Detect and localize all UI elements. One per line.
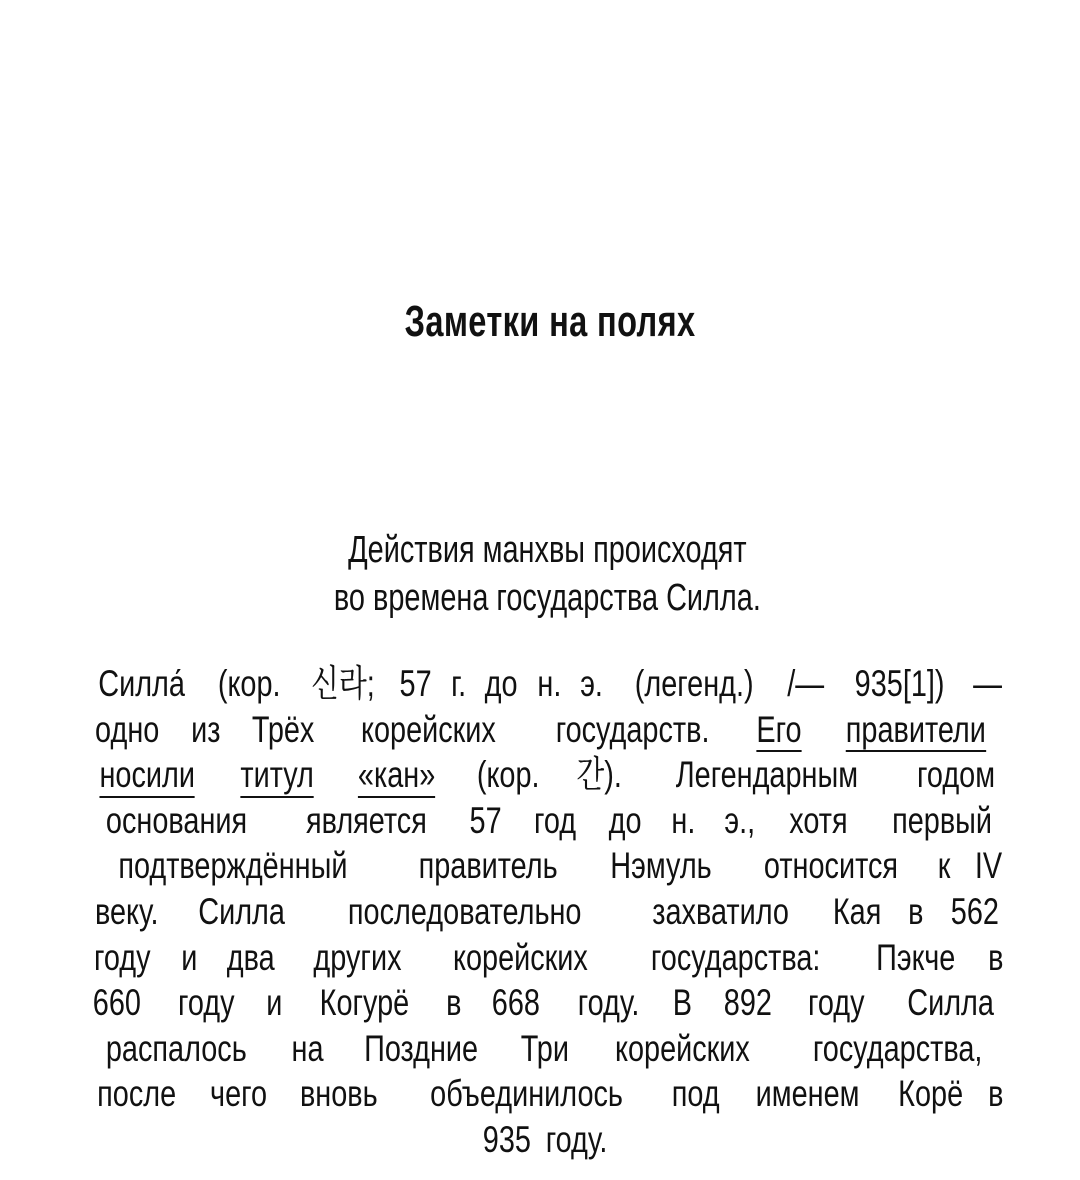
article-word: в [445,982,462,1024]
article-word: первый [891,799,992,841]
article-word: Его [756,707,801,753]
article-line [86,843,1006,889]
article-word: под [671,1073,720,1115]
article-word: н. [671,799,696,841]
article-word: после [97,1073,177,1115]
article-word: Поздние [363,1027,478,1069]
article-word: в [988,1073,1004,1115]
article-word: основания [105,799,248,841]
article-word: является [305,799,427,841]
article-word: на [291,1027,324,1069]
page-title: Заметки на полях [404,297,696,346]
article-word: Силла [197,890,285,932]
article-word: распалось [105,1027,247,1069]
article-word: Легендарным [675,754,859,796]
article-word: объединилось [430,1073,624,1115]
article-line [86,1117,1006,1163]
article-word: одно [95,708,160,750]
article-word: — [973,663,1002,704]
article-word: корейских [614,1027,750,1069]
article-word: В [672,982,692,1024]
article-line [86,1071,1006,1117]
article-line [86,798,1006,844]
article-word: Кая [832,890,882,932]
article-line [86,935,1006,981]
article-word: вновь [300,1073,378,1115]
article-word: Нэмуль [610,845,712,887]
article-word: году. [577,982,640,1024]
article-word: 562 [951,890,1000,932]
article-word: Три [520,1027,569,1069]
article-word: веку. [94,890,159,932]
article-line [86,1026,1006,1072]
article-word: г. [450,663,466,704]
article-word: подтверждённый [118,845,348,887]
article-word: 간). [576,754,622,796]
article-word: Силла [907,982,994,1024]
article-word: 668 [492,982,541,1024]
article-word: государства, [812,1027,983,1069]
article-word: году [177,982,235,1024]
article-word: году. [546,1118,608,1160]
article-word: Силла́ [98,663,185,704]
article-word: правители [846,707,986,753]
article-text [86,661,1006,1163]
article-line [86,889,1006,935]
article-word: к [937,845,951,887]
article-word: «кан» [357,752,434,798]
article-word: э., [724,799,756,841]
article-word: два [226,936,275,978]
article-word: Когурё [319,982,410,1024]
article-word: в [908,890,924,932]
intro-text [131,526,963,622]
article-word: хотя [789,799,848,841]
article-word: носили [99,752,195,798]
article-word: году [808,982,865,1024]
article-word: правитель [418,845,558,887]
article-word: в [988,936,1004,978]
article-word: корейских [453,936,588,978]
article-word: году [93,936,151,978]
article-word: э. [580,663,603,704]
article-word: до [608,799,642,841]
article-word: до [484,663,518,704]
article-word: Корё [897,1073,963,1115]
article-word: 신라; [310,663,375,704]
article-line [86,980,1006,1026]
article-word: н. [537,663,562,704]
article-word: (легенд.) [634,663,754,704]
article-word: из [191,708,221,750]
article-word: 935 [482,1118,531,1160]
article-word: Трёх [252,708,315,750]
article-word: 57 [469,799,502,841]
article-word: Пэкче [875,936,955,978]
intro-line-2: во времена государства Силла. [333,577,761,619]
article-word: 660 [92,982,141,1024]
article-word: 935[1]) [854,663,945,704]
article-word: государств. [555,708,710,750]
article-word: и [266,982,283,1024]
article-word: государства: [651,936,821,978]
article-word: чего [209,1073,267,1115]
article-word: именем [755,1073,860,1115]
article-word: год [534,799,577,841]
article-word: 57 [399,663,433,704]
intro-line-1: Действия манхвы происходят [348,529,747,571]
article-line [86,707,1006,753]
article-word: (кор. [476,754,540,796]
article-word: корейских [361,708,497,750]
article-word: годом [916,754,995,796]
article-word: других [313,936,402,978]
article-word: и [180,936,198,978]
article-word: относится [763,845,898,887]
article-line [86,661,1006,707]
article-word: IV [974,845,1003,887]
article-word: /— [787,663,825,704]
article-word: (кор. [218,663,281,704]
article-word: последовательно [347,890,582,932]
article-line [86,752,1006,798]
article-word: 892 [723,982,772,1024]
article-word: титул [241,752,315,798]
article-word: захватило [651,890,789,932]
